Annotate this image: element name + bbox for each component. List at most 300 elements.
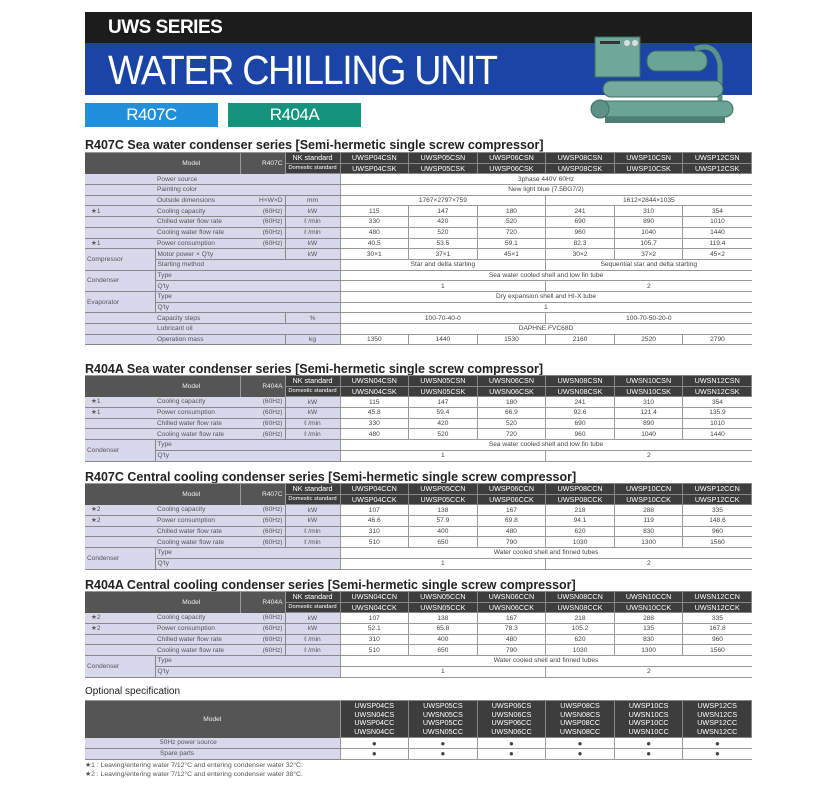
value-cell: Star and delta starting — [340, 259, 546, 270]
value-cell: DAPHNE FVC68D — [340, 324, 752, 335]
item-label: Power consumption — [155, 624, 240, 635]
value-cell: 480 — [340, 227, 409, 238]
condition-label: (60Hz) — [240, 217, 285, 228]
value-cell: 520 — [409, 429, 478, 440]
item-label: Starting method — [155, 259, 340, 270]
value-cell: 960 — [683, 634, 752, 645]
value-cell: 2 — [546, 558, 752, 569]
model-nk: UWSN04CSN — [340, 376, 409, 387]
table-row — [85, 450, 752, 461]
item-label: Cooling capacity — [155, 613, 240, 624]
table-row — [85, 666, 752, 677]
available-dot-icon: ● — [477, 738, 546, 749]
condition-label: (60Hz) — [240, 516, 285, 527]
value-cell: 510 — [340, 537, 409, 548]
available-dot-icon: ● — [683, 749, 752, 760]
table-row — [85, 624, 752, 635]
value-cell: 115 — [340, 397, 409, 408]
model-domestic: UWSP04CSK — [340, 163, 409, 174]
item-label: Painting color — [155, 185, 340, 196]
value-cell: 241 — [546, 206, 615, 217]
section-title-text: R407C Sea water condenser series — [85, 138, 293, 152]
value-cell: 59.1 — [477, 238, 546, 249]
section-title-text: R407C Central cooling condenser series — [85, 470, 325, 484]
item-label: Cooling water flow rate — [155, 227, 240, 238]
star-note — [85, 645, 155, 656]
nk-standard-label: NK standard — [285, 592, 340, 603]
value-cell: 45×2 — [683, 249, 752, 260]
section-title — [85, 362, 543, 376]
star-note — [85, 429, 155, 440]
table-row — [85, 281, 752, 292]
value-cell: 330 — [340, 418, 409, 429]
value-cell: 310 — [614, 397, 683, 408]
unit-label: ℓ /min — [285, 227, 340, 238]
condition-label: (60Hz) — [240, 526, 285, 537]
value-cell: 1030 — [546, 645, 615, 656]
table-row — [85, 227, 752, 238]
model-domestic: UWSP08CCK — [546, 494, 615, 505]
value-cell: 3phase 440V 60Hz — [340, 174, 752, 185]
value-cell: 135.9 — [683, 408, 752, 419]
condition-label: (60Hz) — [240, 634, 285, 645]
section-subtitle: [Semi-hermetic single screw compressor] — [327, 578, 576, 592]
group-label: Condenser — [85, 440, 155, 461]
unit-label: kW — [285, 238, 340, 249]
value-cell: 354 — [683, 397, 752, 408]
available-dot-icon: ● — [614, 749, 683, 760]
star-note: ★1 — [85, 238, 155, 249]
value-cell: 720 — [477, 227, 546, 238]
value-cell: 330 — [340, 217, 409, 228]
value-cell: 167.8 — [683, 624, 752, 635]
table-row — [85, 558, 752, 569]
header-row — [85, 592, 752, 603]
item-label: Type — [155, 291, 340, 302]
nk-standard-label: NK standard — [285, 484, 340, 495]
model-domestic: UWSP06CCK — [477, 494, 546, 505]
value-cell: 92.6 — [546, 408, 615, 419]
value-cell: 830 — [614, 526, 683, 537]
group-label: Condenser — [85, 270, 155, 291]
value-cell: 105.2 — [546, 624, 615, 635]
available-dot-icon: ● — [614, 738, 683, 749]
table-row — [85, 613, 752, 624]
group-label: Condenser — [85, 548, 155, 569]
value-cell: 1030 — [546, 537, 615, 548]
model-domestic: UWSP10CSK — [614, 163, 683, 174]
condition-label: (60Hz) — [240, 429, 285, 440]
star-note: ★2 — [85, 516, 155, 527]
available-dot-icon: ● — [409, 749, 478, 760]
domestic-standard-label: Domestic standard — [285, 163, 340, 174]
value-cell: 510 — [340, 645, 409, 656]
value-cell: 167 — [477, 613, 546, 624]
value-cell: 107 — [340, 613, 409, 624]
table-row — [85, 291, 752, 302]
value-cell: 94.1 — [546, 516, 615, 527]
table-row — [85, 270, 752, 281]
value-cell: 167 — [477, 505, 546, 516]
item-label: Power consumption — [155, 238, 240, 249]
item-label: Motor power × Q'ty — [155, 249, 285, 260]
spec-table — [85, 375, 752, 462]
value-cell: 335 — [683, 613, 752, 624]
model-nk: UWSP06CSN — [477, 153, 546, 164]
model-label: Model — [85, 592, 240, 613]
refrigerant-label: R407C — [240, 153, 285, 174]
value-cell: 1530 — [477, 334, 546, 345]
item-label: Type — [155, 440, 340, 451]
model-nk: UWSP04CCN — [340, 484, 409, 495]
value-cell: New light blue (7.5BG7/2) — [340, 185, 752, 196]
value-cell: Sea water cooled shell and low fin tube — [340, 440, 752, 451]
value-cell: 1 — [340, 302, 752, 313]
model-nk: UWSN05CCN — [409, 592, 478, 603]
item-label: Cooling water flow rate — [155, 537, 240, 548]
spec-table — [85, 483, 752, 570]
value-cell: 45.8 — [340, 408, 409, 419]
unit-label: mm — [285, 195, 340, 206]
unit-label: % — [285, 313, 340, 324]
star-note: ★1 — [85, 408, 155, 419]
condition-label: (60Hz) — [240, 505, 285, 516]
value-cell: 40.5 — [340, 238, 409, 249]
value-cell: 720 — [477, 429, 546, 440]
value-cell: 180 — [477, 397, 546, 408]
model-nk: UWSN12CSN — [683, 376, 752, 387]
value-cell: 620 — [546, 526, 615, 537]
available-dot-icon: ● — [477, 749, 546, 760]
domestic-standard-label: Domestic standard — [285, 494, 340, 505]
unit-label: kW — [285, 408, 340, 419]
value-cell: 105.7 — [614, 238, 683, 249]
value-cell: 890 — [614, 217, 683, 228]
model-list: UWSP04CS UWSN04CS UWSP04CC UWSN04CC — [340, 701, 409, 738]
condition-label: H×W×D — [240, 195, 285, 206]
value-cell: 148.6 — [683, 516, 752, 527]
model-domestic: UWSP05CSK — [409, 163, 478, 174]
value-cell: 138 — [409, 613, 478, 624]
table-row — [85, 259, 752, 270]
available-dot-icon: ● — [340, 738, 409, 749]
value-cell: 218 — [546, 613, 615, 624]
nk-standard-label: NK standard — [285, 376, 340, 387]
value-cell: 147 — [409, 397, 478, 408]
value-cell: 1300 — [614, 537, 683, 548]
star-note — [85, 324, 155, 335]
available-dot-icon: ● — [546, 749, 615, 760]
condition-label: (60Hz) — [240, 397, 285, 408]
value-cell: 690 — [546, 217, 615, 228]
value-cell: 1040 — [614, 429, 683, 440]
star-note: ★2 — [85, 624, 155, 635]
value-cell: 620 — [546, 634, 615, 645]
available-dot-icon: ● — [546, 738, 615, 749]
available-dot-icon: ● — [409, 738, 478, 749]
unit-label: kW — [285, 249, 340, 260]
table-row — [85, 429, 752, 440]
tab-r404a: R404A — [228, 103, 361, 127]
value-cell: 66.9 — [477, 408, 546, 419]
model-label: Model — [85, 701, 340, 738]
page-title: WATER CHILLING UNIT — [108, 47, 497, 93]
model-domestic: UWSP06CSK — [477, 163, 546, 174]
model-nk: UWSP10CSN — [614, 153, 683, 164]
value-cell: 30×1 — [340, 249, 409, 260]
model-domestic: UWSP12CCK — [683, 494, 752, 505]
star-note — [85, 537, 155, 548]
unit-label: ℓ /min — [285, 645, 340, 656]
optional-spec-table — [85, 700, 752, 760]
value-cell: 790 — [477, 537, 546, 548]
value-cell: 890 — [614, 418, 683, 429]
header-row — [85, 153, 752, 164]
unit-label: kW — [285, 206, 340, 217]
model-nk: UWSP08CCN — [546, 484, 615, 495]
item-label: Type — [155, 270, 340, 281]
model-label: Model — [85, 153, 240, 174]
model-nk: UWSP04CSN — [340, 153, 409, 164]
unit-label: kg — [285, 334, 340, 345]
value-cell: 354 — [683, 206, 752, 217]
table-row — [85, 526, 752, 537]
unit-label: ℓ /min — [285, 526, 340, 537]
value-cell: 1 — [340, 558, 546, 569]
model-list: UWSP05CS UWSN05CS UWSP05CC UWSN05CC — [409, 701, 478, 738]
value-cell: 107 — [340, 505, 409, 516]
table-row — [85, 185, 752, 196]
model-domestic: UWSN12CCK — [683, 602, 752, 613]
value-cell: 135 — [614, 624, 683, 635]
series-label: UWS SERIES — [108, 17, 223, 38]
value-cell: Water cooled shell and finned tubes — [340, 656, 752, 667]
table-row — [85, 440, 752, 451]
value-cell: 790 — [477, 645, 546, 656]
item-label: 50Hz power source — [85, 738, 340, 749]
group-label: Evaporator — [85, 291, 155, 312]
unit-label: kW — [285, 624, 340, 635]
model-domestic: UWSN08CSK — [546, 386, 615, 397]
value-cell: 480 — [477, 634, 546, 645]
value-cell: 310 — [614, 206, 683, 217]
model-domestic: UWSN10CCK — [614, 602, 683, 613]
model-domestic: UWSP04CCK — [340, 494, 409, 505]
value-cell: 119.4 — [683, 238, 752, 249]
star-note — [85, 334, 155, 345]
domestic-standard-label: Domestic standard — [285, 602, 340, 613]
model-nk: UWSN06CSN — [477, 376, 546, 387]
value-cell: 100-70-40-0 — [340, 313, 546, 324]
header-row — [85, 701, 752, 738]
item-label: Operation mass — [155, 334, 285, 345]
table-row — [85, 408, 752, 419]
value-cell: 2520 — [614, 334, 683, 345]
value-cell: 59.4 — [409, 408, 478, 419]
value-cell: 520 — [477, 418, 546, 429]
value-cell: 480 — [340, 429, 409, 440]
table-row — [85, 313, 752, 324]
section-title — [85, 138, 544, 152]
item-label: Q'ty — [155, 666, 340, 677]
model-domestic: UWSN04CSK — [340, 386, 409, 397]
model-nk: UWSN05CSN — [409, 376, 478, 387]
value-cell: 1440 — [409, 334, 478, 345]
table-row — [85, 634, 752, 645]
star-note — [85, 195, 155, 206]
unit-label: kW — [285, 516, 340, 527]
value-cell: 241 — [546, 397, 615, 408]
model-nk: UWSP10CCN — [614, 484, 683, 495]
section-title — [85, 578, 576, 592]
model-domestic: UWSN08CCK — [546, 602, 615, 613]
model-domestic: UWSN12CSK — [683, 386, 752, 397]
value-cell: 520 — [477, 217, 546, 228]
item-label: Chilled water flow rate — [155, 634, 240, 645]
table-row — [85, 302, 752, 313]
item-label: Type — [155, 548, 340, 559]
model-domestic: UWSP12CSK — [683, 163, 752, 174]
value-cell: Sequential star and delta starting — [546, 259, 752, 270]
model-nk: UWSN08CCN — [546, 592, 615, 603]
table-row — [85, 238, 752, 249]
item-label: Capacity steps — [155, 313, 285, 324]
condition-label: (60Hz) — [240, 206, 285, 217]
footnote: ★1 : Leaving/entering water 7/12°C and entering condenser water 32°C. — [85, 762, 303, 769]
model-domestic: UWSN05CSK — [409, 386, 478, 397]
table-row — [85, 206, 752, 217]
group-label: Condenser — [85, 656, 155, 677]
star-note — [85, 217, 155, 228]
condition-label: (60Hz) — [240, 613, 285, 624]
value-cell: 335 — [683, 505, 752, 516]
condition-label: (60Hz) — [240, 624, 285, 635]
table-row — [85, 505, 752, 516]
item-label: Type — [155, 656, 340, 667]
model-nk: UWSP05CCN — [409, 484, 478, 495]
optional-spec-title: Optional specification — [85, 686, 181, 697]
item-label: Cooling capacity — [155, 505, 240, 516]
table-row — [85, 516, 752, 527]
model-domestic: UWSP05CCK — [409, 494, 478, 505]
table-row — [85, 174, 752, 185]
value-cell: 100-70-50-20-0 — [546, 313, 752, 324]
condition-label: (60Hz) — [240, 408, 285, 419]
value-cell: 52.1 — [340, 624, 409, 635]
value-cell: 1300 — [614, 645, 683, 656]
value-cell: 65.8 — [409, 624, 478, 635]
unit-label: ℓ /min — [285, 634, 340, 645]
unit-label: ℓ /min — [285, 418, 340, 429]
value-cell: 288 — [614, 613, 683, 624]
value-cell: 1560 — [683, 537, 752, 548]
table-row — [85, 195, 752, 206]
model-nk: UWSN10CCN — [614, 592, 683, 603]
value-cell: 1440 — [683, 227, 752, 238]
value-cell: 218 — [546, 505, 615, 516]
value-cell: 121.4 — [614, 408, 683, 419]
value-cell: 960 — [546, 227, 615, 238]
value-cell: 1010 — [683, 418, 752, 429]
table-row — [85, 645, 752, 656]
item-label: Cooling capacity — [155, 206, 240, 217]
unit-label: kW — [285, 613, 340, 624]
model-domestic: UWSN06CSK — [477, 386, 546, 397]
value-cell: 2 — [546, 450, 752, 461]
value-cell: 1 — [340, 450, 546, 461]
condition-label: (60Hz) — [240, 227, 285, 238]
spec-table — [85, 152, 752, 345]
value-cell: 400 — [409, 634, 478, 645]
value-cell: 2160 — [546, 334, 615, 345]
value-cell: 69.8 — [477, 516, 546, 527]
model-domestic: UWSN04CCK — [340, 602, 409, 613]
refrigerant-label: R407C — [240, 484, 285, 505]
value-cell: Dry expansion shell and HI-X tube — [340, 291, 752, 302]
star-note — [85, 526, 155, 537]
item-label: Cooling capacity — [155, 397, 240, 408]
item-label: Cooling water flow rate — [155, 645, 240, 656]
value-cell: 310 — [340, 526, 409, 537]
condition-label: (60Hz) — [240, 238, 285, 249]
star-note — [85, 634, 155, 645]
model-label: Model — [85, 484, 240, 505]
refrigerant-label: R404A — [240, 592, 285, 613]
value-cell: 480 — [477, 526, 546, 537]
value-cell: 115 — [340, 206, 409, 217]
value-cell: 53.5 — [409, 238, 478, 249]
value-cell: 420 — [409, 217, 478, 228]
item-label: Chilled water flow rate — [155, 217, 240, 228]
table-row — [85, 334, 752, 345]
unit-label: kW — [285, 397, 340, 408]
value-cell: 650 — [409, 537, 478, 548]
value-cell: 288 — [614, 505, 683, 516]
condition-label: (60Hz) — [240, 418, 285, 429]
value-cell: 147 — [409, 206, 478, 217]
value-cell: 520 — [409, 227, 478, 238]
value-cell: 1560 — [683, 645, 752, 656]
table-row — [85, 217, 752, 228]
model-nk: UWSP06CCN — [477, 484, 546, 495]
model-domestic: UWSN05CCK — [409, 602, 478, 613]
value-cell: 1350 — [340, 334, 409, 345]
item-label: Power consumption — [155, 516, 240, 527]
model-list: UWSP06CS UWSN06CS UWSP06CC UWSN06CC — [477, 701, 546, 738]
model-domestic: UWSN06CCK — [477, 602, 546, 613]
value-cell: 2 — [546, 281, 752, 292]
table-row — [85, 537, 752, 548]
available-dot-icon: ● — [683, 738, 752, 749]
value-cell: 650 — [409, 645, 478, 656]
section-title-text: R404A Central cooling condenser series — [85, 578, 325, 592]
model-nk: UWSP12CCN — [683, 484, 752, 495]
value-cell: 1767×2797×759 — [340, 195, 546, 206]
model-nk: UWSN12CCN — [683, 592, 752, 603]
value-cell: 420 — [409, 418, 478, 429]
item-label: Chilled water flow rate — [155, 526, 240, 537]
table-row — [85, 548, 752, 559]
value-cell: 180 — [477, 206, 546, 217]
star-note — [85, 418, 155, 429]
condition-label: (60Hz) — [240, 537, 285, 548]
value-cell: 1040 — [614, 227, 683, 238]
star-note — [85, 313, 155, 324]
model-nk: UWSN06CCN — [477, 592, 546, 603]
item-label: Chilled water flow rate — [155, 418, 240, 429]
value-cell: 2790 — [683, 334, 752, 345]
star-note — [85, 227, 155, 238]
